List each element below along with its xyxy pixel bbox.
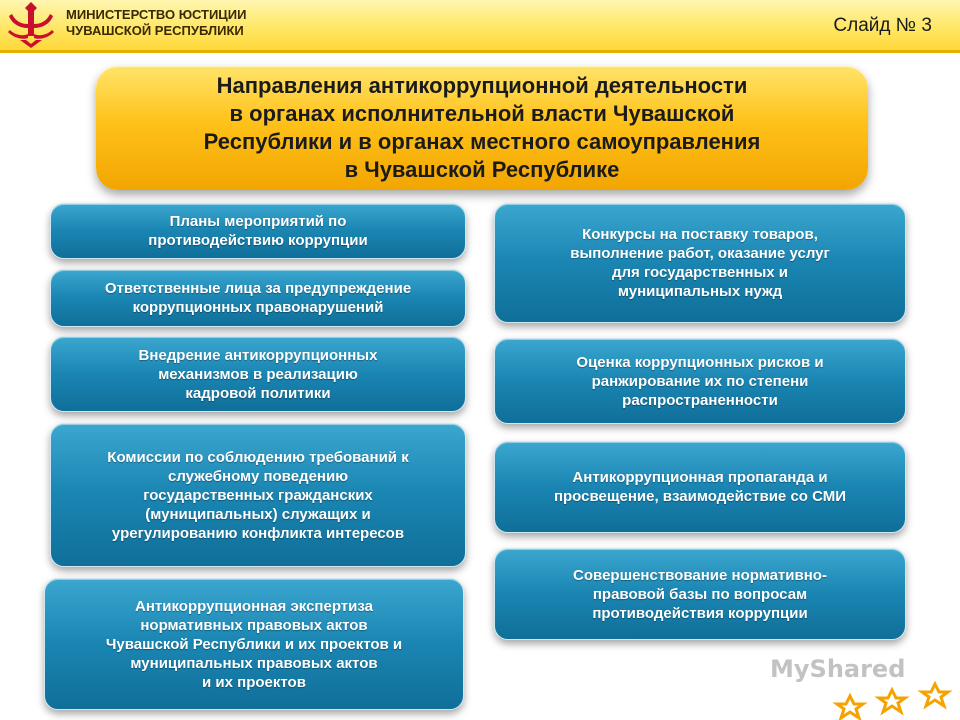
ministry-name-line1: МИНИСТЕРСТВО ЮСТИЦИИ	[66, 7, 247, 22]
box-regulatory-framework-text: Совершенствование нормативно- правовой базы по вопросам противодействия коррупции	[573, 566, 827, 622]
main-title-box	[96, 66, 868, 190]
main-title: Направления антикоррупционной деятельности в органах исполнительной власти Чувашской Республики и в органах местного самоуправления в Чувашской Республике	[203, 73, 761, 182]
box-procurement-text: Конкурсы на поставку товаров, выполнение работ, оказание услуг для государственных и муниципальных нужд	[570, 226, 830, 300]
box-propaganda-media-text: Антикоррупционная пропаганда и просвещение, взаимодействие со СМИ	[553, 469, 847, 505]
box-responsible-persons-text: Ответственные лица за предупреждение коррупционных правонарушений	[104, 280, 412, 316]
header-divider	[0, 50, 960, 53]
ministry-name-line2: ЧУВАШСКОЙ РЕСПУБЛИКИ	[66, 23, 244, 38]
box-action-plans	[50, 203, 466, 259]
box-legal-expertise	[44, 578, 464, 710]
box-risk-assessment	[494, 338, 906, 424]
box-responsible-persons	[50, 269, 466, 327]
box-conduct-commissions	[50, 423, 466, 567]
box-procurement	[494, 203, 906, 323]
box-action-plans-text: Планы мероприятий по противодействию коррупции	[148, 213, 368, 249]
watermark-text: MyShared	[770, 655, 906, 683]
decorative-stars-icon	[830, 656, 960, 720]
box-conduct-commissions-text: Комиссии по соблюдению требований к служебному поведению государственных гражданских (муниципальных) служащих и урегулированию конфликта интересов	[107, 448, 409, 542]
box-risk-assessment-text: Оценка коррупционных рисков и ранжирование их по степени распространенности	[576, 353, 824, 409]
ministry-name	[66, 7, 366, 39]
box-hr-policy-text: Внедрение антикоррупционных механизмов в реализацию кадровой политики	[138, 346, 378, 402]
box-legal-expertise-text: Антикоррупционная экспертиза нормативных правовых актов Чувашской Республики и их проектов и муниципальных правовых актов и их проектов	[105, 597, 403, 691]
box-regulatory-framework	[494, 548, 906, 640]
slide-number: Слайд № 3	[833, 15, 932, 36]
box-propaganda-media	[494, 441, 906, 533]
chuvash-emblem-icon	[6, 2, 56, 48]
box-hr-policy	[50, 336, 466, 412]
